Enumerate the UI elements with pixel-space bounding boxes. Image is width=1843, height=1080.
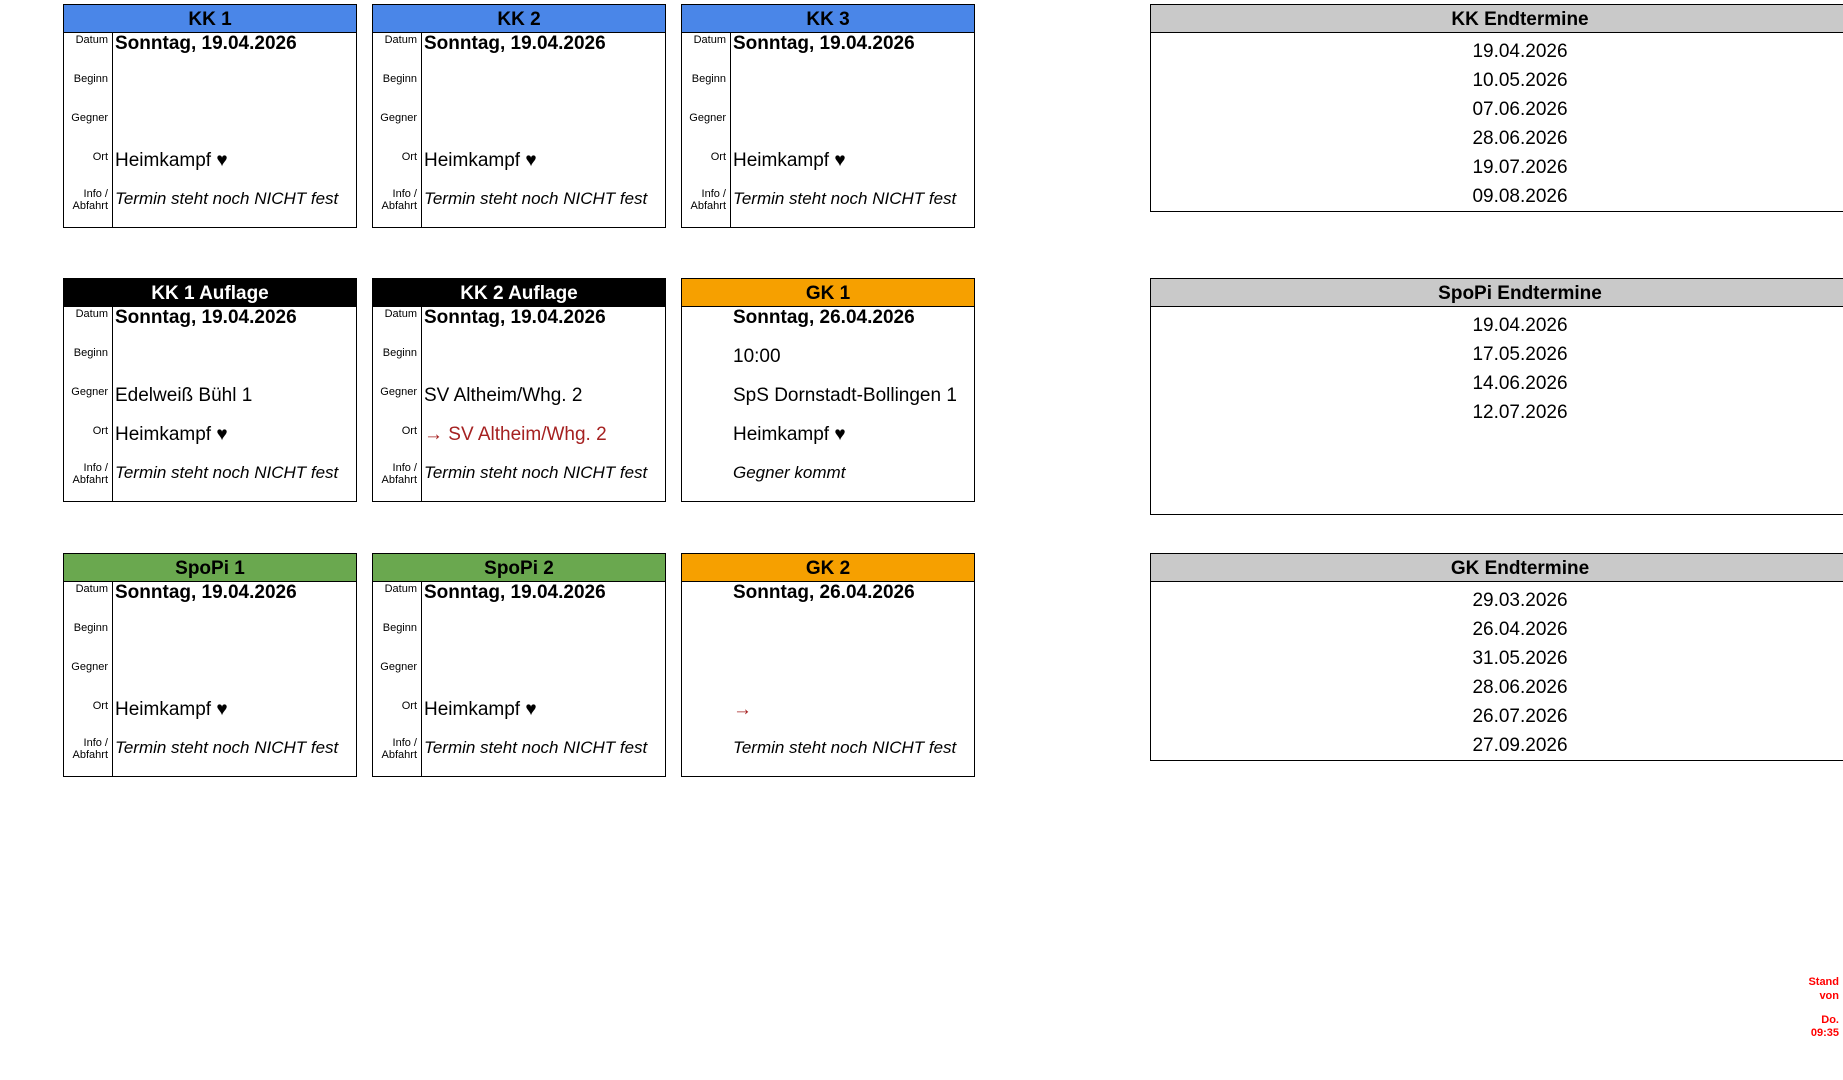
value-datum: Sonntag, 19.04.2026 [733,33,915,54]
value-datum: Sonntag, 19.04.2026 [424,307,606,328]
stand-line-3: Do. [1821,1013,1839,1026]
value-ort: Heimkampf ♥ [733,424,846,445]
deadline-table [1150,553,1843,761]
match-card [681,553,975,777]
value-ort: → SV Altheim/Whg. 2 [424,424,607,445]
label-beginn: Beginn [382,622,417,634]
value-info: Termin steht noch NICHT fest [424,189,648,208]
label-gegner [682,660,730,662]
deadline-row: 29.03.2026 [1472,590,1568,611]
label-ort: Ort [92,700,108,712]
match-card [372,4,666,228]
deadline-row: 19.04.2026 [1472,41,1568,62]
value-gegner: Edelweiß Bühl 1 [115,385,253,406]
match-card [63,553,357,777]
value-datum: Sonntag, 19.04.2026 [424,582,606,603]
value-info: Termin steht noch NICHT fest [115,463,339,482]
card-body [63,582,357,777]
value-info: Termin steht noch NICHT fest [424,738,648,757]
label-ort [682,699,730,701]
card-title: KK 3 [681,4,975,33]
deadline-row: 09.08.2026 [1472,186,1568,207]
label-divider [730,33,731,227]
label-info-abfahrt: Info / Abfahrt [72,737,108,761]
card-body [63,307,357,502]
value-gegner: SpS Dornstadt-Bollingen 1 [733,385,957,406]
label-ort: Ort [401,151,417,163]
label-info-abfahrt: Info / Abfahrt [381,188,417,212]
label-beginn: Beginn [382,73,417,85]
label-info-abfahrt: Info / Abfahrt [72,188,108,212]
label-beginn: Beginn [691,73,726,85]
value-gegner: SV Altheim/Whg. 2 [424,385,583,406]
label-beginn: Beginn [73,73,108,85]
label-ort: Ort [92,425,108,437]
deadline-list [1150,307,1843,515]
value-ort: Heimkampf ♥ [115,699,228,720]
value-ort: → [733,699,752,720]
label-gegner: Gegner [71,112,108,124]
label-divider [421,307,422,501]
deadline-list [1150,582,1843,761]
label-datum [682,582,730,584]
match-card [681,4,975,228]
label-beginn: Beginn [382,347,417,359]
label-beginn [682,346,730,348]
deadline-row: 31.05.2026 [1472,648,1568,669]
label-datum: Datum [75,583,108,595]
deadline-title: GK Endtermine [1150,553,1843,582]
value-ort: Heimkampf ♥ [424,699,537,720]
label-datum: Datum [384,583,417,595]
label-info-abfahrt: Info / Abfahrt [381,737,417,761]
label-info-abfahrt [682,463,730,465]
deadline-title: KK Endtermine [1150,4,1843,33]
card-body [681,582,975,777]
label-gegner: Gegner [380,386,417,398]
stand-spacer [1808,1004,1839,1014]
label-gegner: Gegner [71,661,108,673]
value-info: Termin steht noch NICHT fest [115,189,339,208]
label-divider [421,33,422,227]
value-ort: Heimkampf ♥ [115,150,228,171]
label-ort: Ort [401,700,417,712]
value-ort: Heimkampf ♥ [733,150,846,171]
card-body [372,582,666,777]
value-datum: Sonntag, 19.04.2026 [424,33,606,54]
label-datum [682,307,730,309]
deadline-row: 10.05.2026 [1472,70,1568,91]
deadline-row: 28.06.2026 [1472,128,1568,149]
deadline-table [1150,4,1843,212]
label-datum: Datum [75,308,108,320]
match-card [681,278,975,502]
card-body [63,33,357,228]
card-title: SpoPi 1 [63,553,357,582]
card-title: KK 2 Auflage [372,278,666,307]
card-title: GK 2 [681,553,975,582]
label-divider [112,307,113,501]
stand-info [1808,976,1839,1041]
deadline-row: 26.07.2026 [1472,706,1568,727]
deadline-list [1150,33,1843,212]
value-datum: Sonntag, 19.04.2026 [115,307,297,328]
label-ort [682,424,730,426]
deadline-title: SpoPi Endtermine [1150,278,1843,307]
label-gegner: Gegner [71,386,108,398]
stand-line-1: Stand [1808,976,1839,988]
value-datum: Sonntag, 26.04.2026 [733,307,915,328]
card-title: KK 1 [63,4,357,33]
card-body [681,33,975,228]
label-info-abfahrt: Info / Abfahrt [72,462,108,486]
deadline-row: 28.06.2026 [1472,677,1568,698]
label-info-abfahrt: Info / Abfahrt [381,462,417,486]
deadline-row: 12.07.2026 [1472,402,1568,423]
label-gegner: Gegner [380,112,417,124]
match-card [63,4,357,228]
label-gegner: Gegner [689,112,726,124]
value-datum: Sonntag, 26.04.2026 [733,582,915,603]
label-ort: Ort [401,425,417,437]
card-title: SpoPi 2 [372,553,666,582]
stand-line-4: 09:35 [1810,1027,1839,1040]
label-beginn: Beginn [73,622,108,634]
deadline-row: 26.04.2026 [1472,619,1568,640]
value-info: Termin steht noch NICHT fest [733,189,957,208]
card-title: GK 1 [681,278,975,307]
deadline-row: 27.09.2026 [1472,735,1568,756]
label-ort: Ort [92,151,108,163]
deadline-table [1150,278,1843,515]
card-body [372,33,666,228]
value-info: Gegner kommt [733,463,846,482]
label-divider [112,33,113,227]
label-beginn [682,621,730,623]
label-datum: Datum [384,34,417,46]
deadline-row [1151,456,1843,485]
deadline-row [1151,485,1843,514]
value-info: Termin steht noch NICHT fest [115,738,339,757]
stand-line-2: von [1819,989,1839,1002]
deadline-row: 19.07.2026 [1472,157,1568,178]
deadline-row: 17.05.2026 [1472,344,1568,365]
deadline-row: 07.06.2026 [1472,99,1568,120]
card-body [681,307,975,502]
value-ort: Heimkampf ♥ [424,150,537,171]
label-beginn: Beginn [73,347,108,359]
value-datum: Sonntag, 19.04.2026 [115,33,297,54]
label-datum: Datum [384,308,417,320]
value-info: Termin steht noch NICHT fest [733,738,957,757]
label-gegner: Gegner [380,661,417,673]
label-info-abfahrt [682,738,730,740]
card-title: KK 1 Auflage [63,278,357,307]
match-card [63,278,357,502]
label-gegner [682,385,730,387]
deadline-row [1151,427,1843,456]
match-card [372,278,666,502]
card-body [372,307,666,502]
label-datum: Datum [75,34,108,46]
deadline-row: 14.06.2026 [1472,373,1568,394]
value-datum: Sonntag, 19.04.2026 [115,582,297,603]
label-divider [112,582,113,776]
card-title: KK 2 [372,4,666,33]
label-ort: Ort [710,151,726,163]
value-beginn: 10:00 [733,346,781,367]
label-info-abfahrt: Info / Abfahrt [690,188,726,212]
match-card [372,553,666,777]
deadline-row: 19.04.2026 [1472,315,1568,336]
label-datum: Datum [693,34,726,46]
value-info: Termin steht noch NICHT fest [424,463,648,482]
label-divider [421,582,422,776]
value-ort: Heimkampf ♥ [115,424,228,445]
